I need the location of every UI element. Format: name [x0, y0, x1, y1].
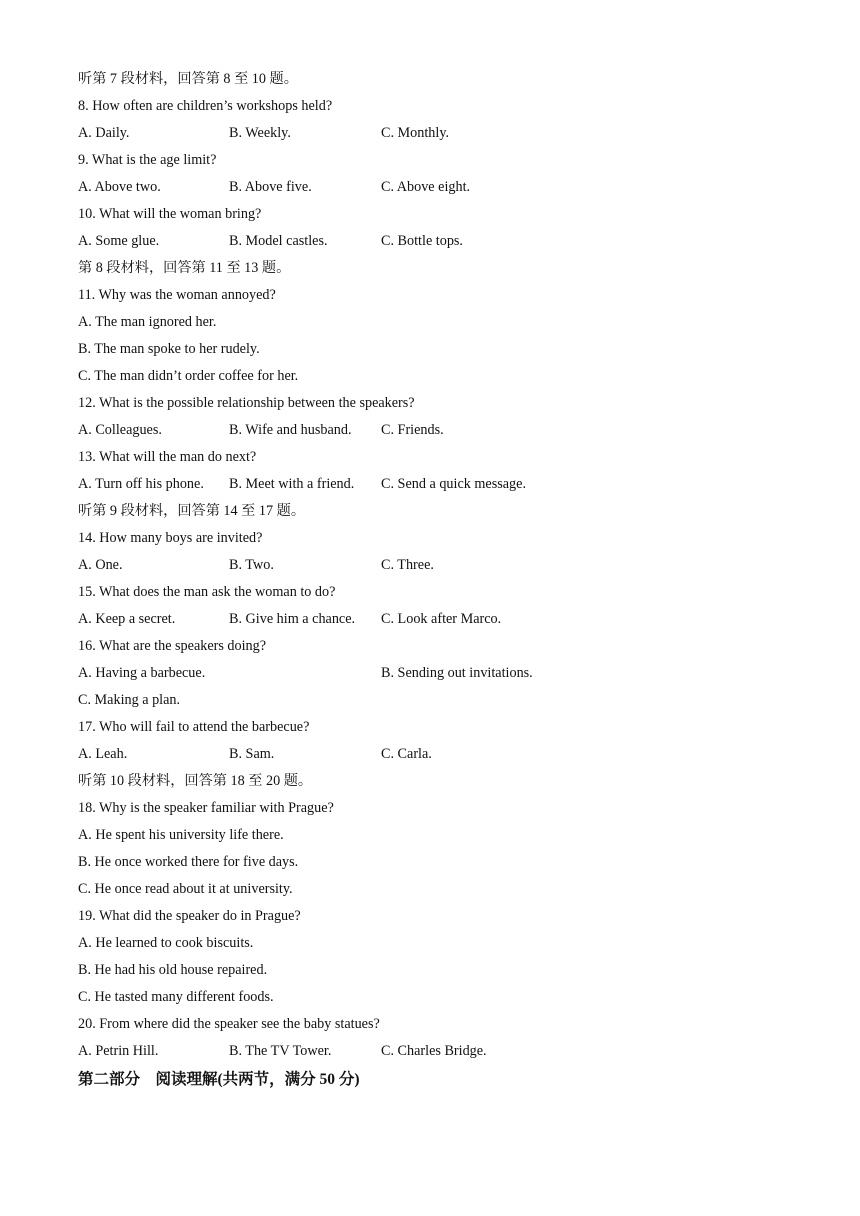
option-a: A. One.	[78, 557, 123, 573]
option-b: B. The man spoke to her rudely.	[78, 341, 260, 357]
question-stem: 13. What will the man do next?	[78, 449, 257, 465]
option-row	[78, 230, 798, 252]
question-stem: 14. How many boys are invited?	[78, 530, 263, 546]
question-stem: 19. What did the speaker do in Prague?	[78, 908, 301, 924]
option-b: B. Sending out invitations.	[381, 665, 533, 681]
option-a: A. The man ignored her.	[78, 314, 217, 330]
question-stem: 16. What are the speakers doing?	[78, 638, 267, 654]
option-row	[78, 554, 798, 576]
option-c: C. He tasted many different foods.	[78, 989, 274, 1005]
question-stem: 8. How often are children’s workshops held?	[78, 98, 333, 114]
section-intro: 听第 10 段材料，回答第 18 至 20 题。	[78, 773, 313, 789]
option-b: B. Two.	[229, 557, 274, 573]
option-a: A. Daily.	[78, 125, 130, 141]
question-stem: 11. Why was the woman annoyed?	[78, 287, 276, 303]
option-a: A. Above two.	[78, 179, 161, 195]
option-a: A. Petrin Hill.	[78, 1043, 159, 1059]
option-c: C. Look after Marco.	[381, 611, 502, 627]
option-b: B. He once worked there for five days.	[78, 854, 299, 870]
question-stem: 17. Who will fail to attend the barbecue?	[78, 719, 310, 735]
option-b: B. Model castles.	[229, 233, 328, 249]
option-b: B. He had his old house repaired.	[78, 962, 268, 978]
option-a: A. Some glue.	[78, 233, 160, 249]
option-a: A. Keep a secret.	[78, 611, 176, 627]
option-row	[78, 608, 798, 630]
option-a: A. He spent his university life there.	[78, 827, 284, 843]
option-b: B. Wife and husband.	[229, 422, 352, 438]
question-stem: 15. What does the man ask the woman to do?	[78, 584, 336, 600]
section-intro: 第 8 段材料，回答第 11 至 13 题。	[78, 260, 291, 276]
question-stem: 9. What is the age limit?	[78, 152, 217, 168]
option-c: C. Charles Bridge.	[381, 1043, 487, 1059]
option-row	[78, 176, 798, 198]
option-b: B. Weekly.	[229, 125, 291, 141]
option-b: B. Above five.	[229, 179, 312, 195]
option-a: A. Colleagues.	[78, 422, 162, 438]
option-a: A. Leah.	[78, 746, 128, 762]
option-row	[78, 662, 798, 684]
option-c: C. Three.	[381, 557, 434, 573]
option-b: B. Give him a chance.	[229, 611, 356, 627]
option-c: C. Carla.	[381, 746, 432, 762]
question-stem: 18. Why is the speaker familiar with Prague?	[78, 800, 334, 816]
question-stem: 12. What is the possible relationship between the speakers?	[78, 395, 415, 411]
part-heading: 第二部分 阅读理解(共两节，满分 50 分)	[78, 1071, 360, 1088]
option-row	[78, 743, 798, 765]
option-c: C. Bottle tops.	[381, 233, 463, 249]
option-row	[78, 473, 798, 495]
question-stem: 20. From where did the speaker see the baby statues?	[78, 1016, 380, 1032]
option-b: B. The TV Tower.	[229, 1043, 332, 1059]
option-row	[78, 122, 798, 144]
option-c: C. Friends.	[381, 422, 444, 438]
option-c: C. Monthly.	[381, 125, 450, 141]
option-row	[78, 419, 798, 441]
option-c: C. Making a plan.	[78, 692, 181, 708]
option-row	[78, 1040, 798, 1062]
question-stem: 10. What will the woman bring?	[78, 206, 262, 222]
option-c: C. The man didn’t order coffee for her.	[78, 368, 299, 384]
option-c: C. He once read about it at university.	[78, 881, 293, 897]
option-b: B. Sam.	[229, 746, 275, 762]
section-intro: 听第 9 段材料，回答第 14 至 17 题。	[78, 503, 306, 519]
section-intro: 听第 7 段材料，回答第 8 至 10 题。	[78, 71, 298, 87]
option-b: B. Meet with a friend.	[229, 476, 355, 492]
option-a: A. Turn off his phone.	[78, 476, 204, 492]
option-a: A. He learned to cook biscuits.	[78, 935, 254, 951]
option-a: A. Having a barbecue.	[78, 665, 206, 681]
option-c: C. Send a quick message.	[381, 476, 526, 492]
option-c: C. Above eight.	[381, 179, 471, 195]
